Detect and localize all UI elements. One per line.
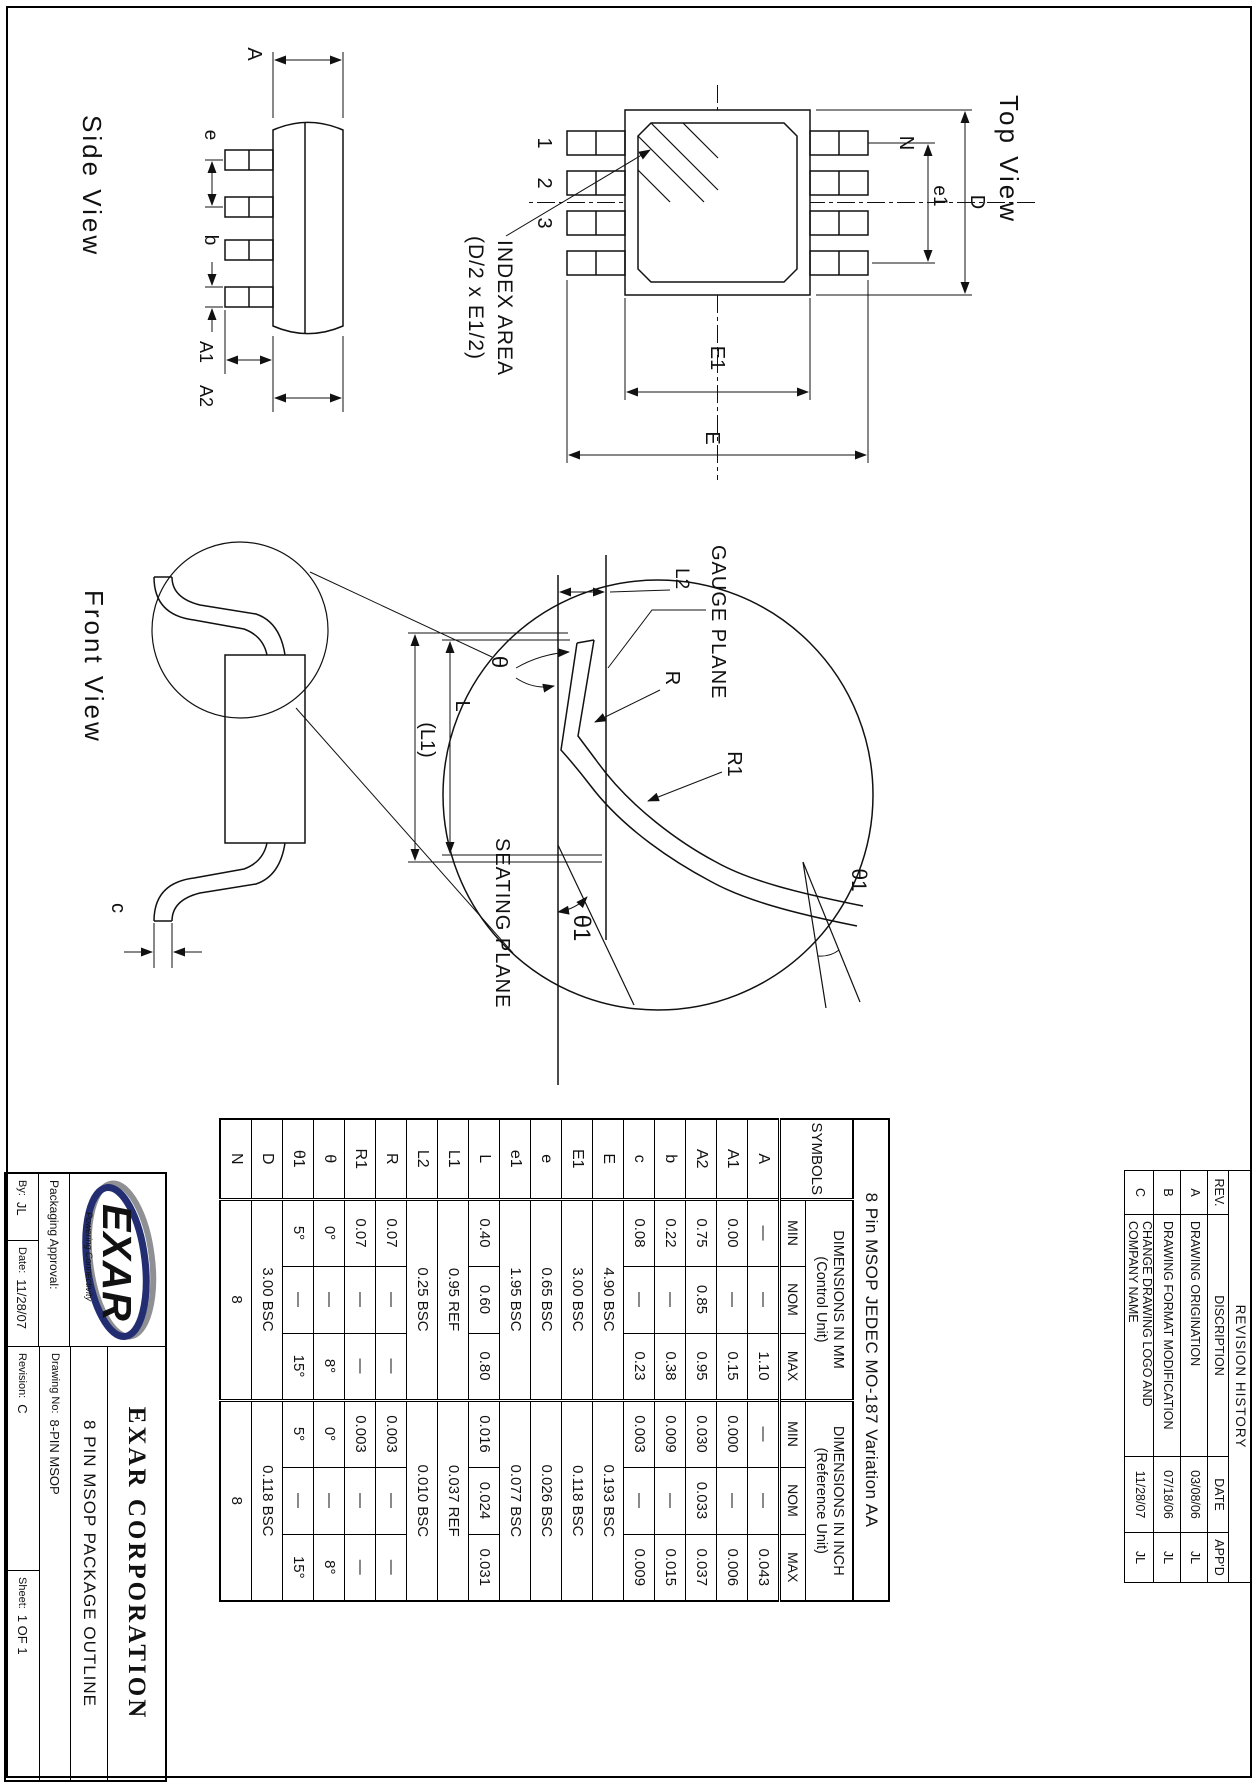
dim-theta1-arc bbox=[558, 897, 587, 912]
revision-cell: JL bbox=[1181, 1533, 1208, 1583]
dim-cell: 8° bbox=[314, 1534, 345, 1601]
dim-cell: θ1 bbox=[283, 1119, 314, 1199]
dim-cell: 0.75 bbox=[686, 1199, 717, 1266]
dim-A2-label: A2 bbox=[196, 384, 216, 408]
dim-c-label: c bbox=[107, 903, 129, 913]
dim-e bbox=[205, 160, 223, 207]
revision-cell: A bbox=[1181, 1171, 1208, 1215]
dim-cell: 0.00 bbox=[717, 1199, 748, 1266]
dim-cell: — bbox=[624, 1467, 655, 1534]
dim-L2 bbox=[560, 590, 670, 592]
dim-E1-label: E1 bbox=[706, 345, 728, 371]
dim-row bbox=[220, 1119, 252, 1601]
front-right-lead bbox=[154, 843, 285, 921]
revision-cell: Revision: C bbox=[6, 1347, 39, 1571]
dim-R-label: R bbox=[661, 670, 683, 686]
revision-cell: JL bbox=[1125, 1533, 1154, 1583]
pin-1-label: 1 bbox=[533, 137, 555, 149]
pin-2-label: 2 bbox=[533, 177, 555, 189]
dim-cell: 0° bbox=[314, 1400, 345, 1467]
date-cell: Date: 11/28/07 bbox=[14, 1247, 30, 1329]
dim-row bbox=[469, 1119, 500, 1601]
lead-detail bbox=[408, 545, 873, 1085]
pin-3-label: 3 bbox=[533, 217, 555, 229]
dim-row bbox=[314, 1119, 345, 1601]
mm-group-header: DIMENSIONS IN MM (Control Unit) bbox=[806, 1199, 854, 1400]
dim-cell: θ bbox=[314, 1119, 345, 1199]
min-nom-max-header: MIN NOM MAX MIN NOM MAX bbox=[780, 1119, 806, 1601]
dim-cell: 0.38 bbox=[655, 1333, 686, 1400]
symbols-header: SYMBOLS bbox=[780, 1119, 854, 1199]
revision-cell: CHANGE DRAWING LOGO AND COMPANY NAME bbox=[1125, 1215, 1154, 1457]
dim-cell: — bbox=[376, 1467, 407, 1534]
dim-cell: 0.009 bbox=[655, 1400, 686, 1467]
dim-cell: 0.037 REF bbox=[438, 1400, 469, 1601]
revision-cell: 07/18/06 bbox=[1154, 1457, 1181, 1533]
dim-cell: — bbox=[717, 1266, 748, 1333]
dim-cell: L1 bbox=[438, 1119, 469, 1199]
dim-cell: 1.10 bbox=[748, 1333, 780, 1400]
dim-cell: — bbox=[345, 1467, 376, 1534]
gauge-plane-label: GAUGE PLANE bbox=[707, 545, 729, 700]
dim-cell: — bbox=[314, 1467, 345, 1534]
revision-history-body bbox=[1125, 1171, 1208, 1583]
dim-cell: c bbox=[624, 1119, 655, 1199]
revision-history-table bbox=[1125, 1170, 1253, 1583]
dim-cell: 0.08 bbox=[624, 1199, 655, 1266]
company-name: EXAR CORPORATION bbox=[107, 1347, 165, 1780]
dim-E-label: E bbox=[701, 431, 723, 445]
pin-n-label: N bbox=[895, 135, 917, 151]
dim-cell: e1 bbox=[500, 1119, 531, 1199]
dim-cell: 0.077 BSC bbox=[500, 1400, 531, 1601]
dim-cell: — bbox=[345, 1333, 376, 1400]
revision-history-columns: REV. DISCRIPTION DATE APP'D bbox=[1208, 1171, 1229, 1583]
exar-logo-text: EXAR bbox=[94, 1204, 141, 1322]
dim-cell: L2 bbox=[407, 1119, 438, 1199]
dim-theta-label: θ bbox=[487, 655, 512, 669]
side-view bbox=[77, 47, 343, 412]
dim-cell: 0.003 bbox=[345, 1400, 376, 1467]
dim-cell: — bbox=[717, 1467, 748, 1534]
dim-cell: L bbox=[469, 1119, 500, 1199]
side-body bbox=[273, 123, 343, 334]
revision-cell: DRAWING ORIGINATION bbox=[1181, 1215, 1208, 1457]
dim-L bbox=[442, 640, 602, 855]
dim-cell: 0.15 bbox=[717, 1333, 748, 1400]
package-body bbox=[625, 110, 810, 295]
dim-cell: 0.07 bbox=[376, 1199, 407, 1266]
dim-cell: — bbox=[283, 1266, 314, 1333]
dim-cell: 0.25 BSC bbox=[407, 1199, 438, 1400]
dim-cell: 15° bbox=[283, 1333, 314, 1400]
dim-cell: 0.07 bbox=[345, 1199, 376, 1266]
dim-cell: 0.037 bbox=[686, 1534, 717, 1601]
dim-cell: — bbox=[748, 1467, 780, 1534]
revision-cell: DRAWING FORMAT MODIFICATION bbox=[1154, 1215, 1181, 1457]
dim-cell: — bbox=[376, 1333, 407, 1400]
dim-cell: — bbox=[748, 1199, 780, 1266]
revision-cell: 03/08/06 bbox=[1181, 1457, 1208, 1533]
dim-theta1-label: θ1 bbox=[568, 914, 595, 942]
dim-R1-leader bbox=[648, 772, 722, 801]
dim-cell: 1.95 BSC bbox=[500, 1199, 531, 1400]
dim-cell: — bbox=[345, 1534, 376, 1601]
dim-cell: 0.024 bbox=[469, 1467, 500, 1534]
revision-cell: 11/28/07 bbox=[1125, 1457, 1154, 1533]
dim-cell: 8 bbox=[220, 1400, 252, 1601]
top-view-title: Top View bbox=[994, 95, 1024, 225]
dim-cell: — bbox=[376, 1266, 407, 1333]
dim-cell: 0.85 bbox=[686, 1266, 717, 1333]
dim-cell: 3.00 BSC bbox=[252, 1199, 283, 1400]
front-view-title: Front View bbox=[79, 590, 109, 744]
dim-cell: 0.118 BSC bbox=[562, 1400, 593, 1601]
exar-logo-tagline: Powering Connectivity bbox=[84, 1212, 95, 1302]
dimension-table-title: 8 Pin MSOP JEDEC MO-187 Variation AA bbox=[853, 1119, 889, 1601]
dim-row bbox=[283, 1119, 314, 1601]
dim-row bbox=[717, 1119, 748, 1601]
dim-cell: — bbox=[748, 1400, 780, 1467]
dim-cell: R1 bbox=[345, 1119, 376, 1199]
dim-A1-label: A1 bbox=[196, 340, 216, 364]
dim-A-label: A bbox=[243, 47, 265, 61]
side-view-title: Side View bbox=[77, 115, 107, 258]
dim-cell: 8° bbox=[314, 1333, 345, 1400]
inch-group-header: DIMENSIONS IN INCH (Reference Unit) bbox=[806, 1400, 854, 1601]
dim-cell: b bbox=[655, 1119, 686, 1199]
dim-cell: 0.80 bbox=[469, 1333, 500, 1400]
dim-R-leader bbox=[595, 690, 660, 722]
side-view-pins bbox=[225, 150, 273, 307]
dim-cell: E1 bbox=[562, 1119, 593, 1199]
dim-row bbox=[624, 1119, 655, 1601]
dim-cell: 0.010 BSC bbox=[407, 1400, 438, 1601]
dim-e1-label: e1 bbox=[929, 185, 950, 207]
dim-cell: 0.031 bbox=[469, 1534, 500, 1601]
revision-history-title: REVISION HISTORY bbox=[1229, 1171, 1252, 1583]
dim-cell: — bbox=[314, 1266, 345, 1333]
index-area-note-line2: (D/2 x E1/2) bbox=[464, 236, 487, 361]
dim-cell: 4.90 BSC bbox=[593, 1199, 624, 1400]
dim-cell: 0.009 bbox=[624, 1534, 655, 1601]
revision-row bbox=[1125, 1171, 1154, 1583]
dim-cell: E bbox=[593, 1119, 624, 1199]
dim-cell: 0.95 REF bbox=[438, 1199, 469, 1400]
dim-theta bbox=[516, 652, 569, 687]
dim-cell: — bbox=[748, 1266, 780, 1333]
exar-logo bbox=[69, 1174, 165, 1346]
dim-row bbox=[655, 1119, 686, 1601]
dim-cell: — bbox=[655, 1467, 686, 1534]
dim-cell: 0.003 bbox=[376, 1400, 407, 1467]
dim-cell: 0.026 BSC bbox=[531, 1400, 562, 1601]
revision-row bbox=[1154, 1171, 1181, 1583]
dim-cell: 0.003 bbox=[624, 1400, 655, 1467]
dim-row bbox=[531, 1119, 562, 1601]
dim-e-label: e bbox=[200, 129, 221, 141]
front-left-lead bbox=[154, 577, 285, 655]
dim-cell: — bbox=[624, 1266, 655, 1333]
dim-cell: 0.006 bbox=[717, 1534, 748, 1601]
dim-cell: 0.193 BSC bbox=[593, 1400, 624, 1601]
dim-c bbox=[124, 923, 202, 968]
dim-cell: 0.95 bbox=[686, 1333, 717, 1400]
dim-cell: 0° bbox=[314, 1199, 345, 1266]
exar-logo-icon bbox=[72, 1178, 164, 1342]
dim-cell: 0.033 bbox=[686, 1467, 717, 1534]
detail-connector-1 bbox=[310, 572, 492, 657]
dim-cell: 0.016 bbox=[469, 1400, 500, 1467]
title-block bbox=[4, 1172, 167, 1782]
dim-row bbox=[562, 1119, 593, 1601]
dim-cell: 0.22 bbox=[655, 1199, 686, 1266]
dim-theta1-upper-label: θ1 bbox=[847, 868, 870, 892]
dim-row bbox=[686, 1119, 717, 1601]
dim-L-label: L bbox=[451, 700, 473, 712]
dim-cell: — bbox=[655, 1266, 686, 1333]
dim-cell: 3.00 BSC bbox=[562, 1199, 593, 1400]
front-body bbox=[225, 655, 305, 843]
by-cell: By: JL bbox=[6, 1174, 38, 1241]
dim-cell: 5° bbox=[283, 1400, 314, 1467]
dim-cell: A bbox=[748, 1119, 780, 1199]
drawing-no-cell: Drawing No: 8-PIN MSOP bbox=[39, 1347, 70, 1780]
dim-row bbox=[748, 1119, 780, 1601]
dim-L2-label: L2 bbox=[671, 568, 692, 590]
dim-cell: 15° bbox=[283, 1534, 314, 1601]
dim-cell: 0.118 BSC bbox=[252, 1400, 283, 1601]
dim-cell: A1 bbox=[717, 1119, 748, 1199]
dim-cell: D bbox=[252, 1119, 283, 1199]
dim-cell: 0.000 bbox=[717, 1400, 748, 1467]
dimension-table bbox=[219, 1118, 890, 1602]
dim-cell: 0.015 bbox=[655, 1534, 686, 1601]
dim-cell: — bbox=[283, 1467, 314, 1534]
dim-row bbox=[500, 1119, 531, 1601]
dim-b-label: b bbox=[200, 234, 221, 246]
dim-cell: N bbox=[220, 1119, 252, 1199]
dimension-table-body bbox=[220, 1119, 780, 1601]
dim-L1-label: (L1) bbox=[416, 722, 438, 758]
packaging-approval-cell: Packaging Approval: bbox=[38, 1174, 69, 1346]
dim-cell: R bbox=[376, 1119, 407, 1199]
dim-cell: — bbox=[376, 1534, 407, 1601]
dim-cell: 5° bbox=[283, 1199, 314, 1266]
gauge-plane-leader bbox=[608, 610, 706, 668]
dim-cell: e bbox=[531, 1119, 562, 1199]
dim-cell: 0.030 bbox=[686, 1400, 717, 1467]
dim-b bbox=[205, 262, 223, 332]
dim-cell: 0.23 bbox=[624, 1333, 655, 1400]
dim-A bbox=[273, 52, 343, 118]
dim-D-label: D bbox=[966, 194, 988, 210]
revision-row bbox=[1181, 1171, 1208, 1583]
dim-R1-label: R1 bbox=[723, 751, 745, 777]
dim-cell: 0.60 bbox=[469, 1266, 500, 1333]
dim-row bbox=[252, 1119, 283, 1601]
dim-cell: 0.40 bbox=[469, 1199, 500, 1266]
dim-cell: — bbox=[345, 1266, 376, 1333]
dim-cell: 0.043 bbox=[748, 1534, 780, 1601]
index-area-note-line1: INDEX AREA bbox=[493, 240, 516, 377]
revision-cell: B bbox=[1154, 1171, 1181, 1215]
revision-cell: C bbox=[1125, 1171, 1154, 1215]
revision-cell: JL bbox=[1154, 1533, 1181, 1583]
dim-row bbox=[438, 1119, 469, 1601]
dim-row bbox=[407, 1119, 438, 1601]
dim-cell: 0.65 BSC bbox=[531, 1199, 562, 1400]
seating-plane-label: SEATING PLANE bbox=[491, 838, 513, 1009]
sheet-cell: Sheet: 1 OF 1 bbox=[15, 1577, 30, 1655]
drawing-title: 8 PIN MSOP PACKAGE OUTLINE bbox=[70, 1347, 107, 1780]
dim-row bbox=[345, 1119, 376, 1601]
dim-cell: 8 bbox=[220, 1199, 252, 1400]
dim-row bbox=[376, 1119, 407, 1601]
dim-cell: A2 bbox=[686, 1119, 717, 1199]
front-view bbox=[79, 542, 513, 968]
dim-row bbox=[593, 1119, 624, 1601]
top-view bbox=[464, 85, 1035, 480]
